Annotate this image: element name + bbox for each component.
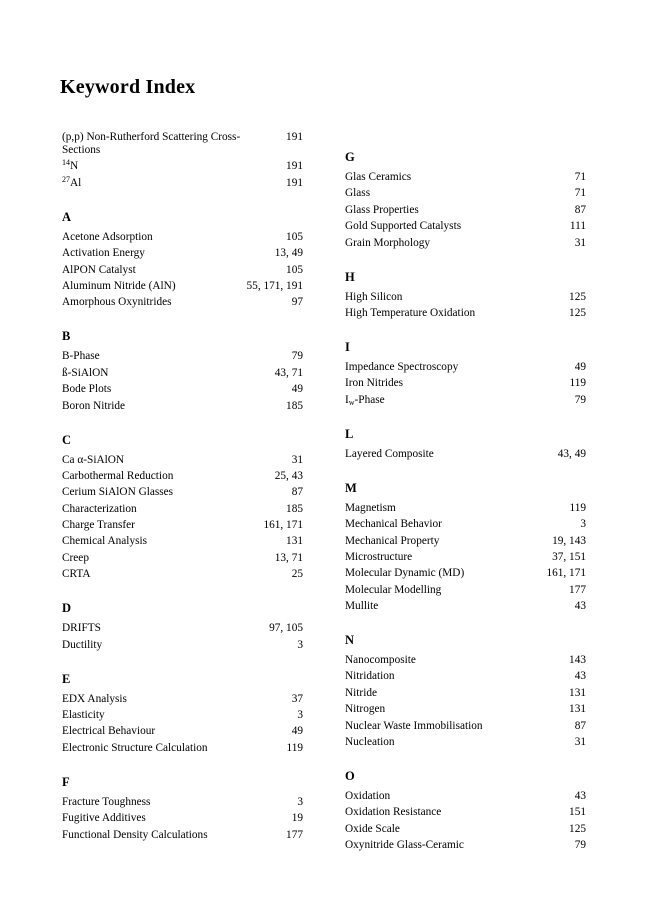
index-entry — [62, 296, 303, 309]
entry-pages: 79 — [574, 839, 586, 852]
entry-term: Functional Density Calculations — [62, 828, 208, 841]
entry-pages: 13, 71 — [274, 551, 303, 564]
entry-pages: 37 — [291, 692, 303, 705]
index-section-m — [345, 481, 586, 613]
entry-pages: 87 — [291, 486, 303, 499]
entry-term: Fugitive Additives — [62, 812, 146, 825]
entry-pages: 79 — [291, 350, 303, 363]
entry-term: Glass — [345, 187, 371, 200]
entry-pages: 131 — [569, 703, 586, 716]
entry-term: Activation Energy — [62, 247, 145, 260]
index-entry — [345, 720, 586, 733]
entry-pages: 191 — [286, 176, 303, 189]
index-entry — [62, 350, 303, 363]
entry-pages: 151 — [569, 806, 586, 819]
index-entry — [345, 670, 586, 683]
index-entry — [62, 231, 303, 244]
entry-pages: 97, 105 — [269, 622, 303, 635]
entry-term: Carbothermal Reduction — [62, 469, 174, 482]
entry-pages: 55, 171, 191 — [246, 279, 303, 292]
entry-pages: 105 — [286, 263, 303, 276]
entry-pages: 185 — [286, 399, 303, 412]
entry-pages: 19 — [291, 812, 303, 825]
section-letter: E — [62, 671, 71, 686]
entry-term: Mullite — [345, 600, 379, 613]
entry-term: Oxide Scale — [345, 822, 400, 835]
index-section-h — [345, 270, 586, 320]
entry-term: CRTA — [62, 568, 91, 581]
entry-pages: 161, 171 — [546, 567, 586, 580]
entry-pages: 3 — [297, 638, 303, 651]
index-section-f — [62, 775, 303, 842]
entry-pages: 161, 171 — [263, 519, 303, 532]
entry-pages: 191 — [286, 160, 303, 173]
entry-pages: 111 — [569, 220, 586, 233]
entry-term: ß-SiAlON — [62, 366, 109, 379]
entry-term: $^{14}$N — [62, 158, 79, 173]
entry-pages: 25 — [291, 568, 303, 581]
index-entry — [62, 812, 303, 825]
section-letter: A — [62, 209, 72, 224]
entry-term: Nanocomposite — [345, 654, 416, 667]
index-entry — [345, 448, 586, 461]
index-entry — [345, 291, 586, 304]
entry-pages: 125 — [569, 306, 586, 319]
entry-pages: 97 — [291, 296, 303, 309]
entry-term: Ca α-SiAlON — [62, 453, 125, 466]
index-entry — [62, 486, 303, 499]
entry-term: Glas Ceramics — [345, 171, 412, 183]
index-entry — [62, 639, 303, 652]
index-entry — [62, 367, 303, 380]
index-entry — [345, 187, 586, 200]
index-entry — [345, 687, 586, 700]
entry-term: Electronic Structure Calculation — [62, 741, 208, 754]
index-entry — [62, 503, 303, 516]
entry-pages: 105 — [286, 230, 303, 243]
section-letter: N — [345, 633, 355, 648]
entry-term: Oxynitride Glass-Ceramic — [345, 839, 464, 852]
index-entry — [62, 535, 303, 548]
index-entry — [62, 693, 303, 706]
entry-pages: 119 — [569, 377, 586, 390]
entry-pages: 49 — [291, 725, 303, 738]
entry-pages: 191 — [286, 131, 303, 143]
entry-term: Nitridation — [345, 670, 395, 683]
section-letter: D — [62, 601, 72, 616]
entry-pages: 43, 71 — [274, 366, 303, 379]
section-letter: I — [345, 339, 350, 354]
index-entry — [62, 160, 303, 173]
index-entry — [345, 361, 586, 374]
entry-term: Electrical Behaviour — [62, 725, 156, 738]
entry-term: Layered Composite — [345, 447, 434, 460]
entry-pages: 185 — [286, 502, 303, 515]
index-section-b — [62, 329, 303, 412]
entry-term: Charge Transfer — [62, 519, 135, 532]
index-section-o — [345, 769, 586, 852]
section-letter: G — [345, 150, 355, 164]
entry-pages: 43, 49 — [557, 447, 586, 460]
entry-pages: 19, 143 — [552, 534, 586, 547]
index-section-c — [62, 433, 303, 582]
index-entry — [62, 742, 303, 755]
entry-pages: 87 — [574, 203, 586, 216]
entry-term: AlPON Catalyst — [62, 263, 136, 276]
entry-pages: 131 — [286, 535, 303, 548]
index-column-left — [62, 131, 303, 845]
entry-term: Chemical Analysis — [62, 535, 148, 548]
entry-term: Elasticity — [62, 709, 105, 722]
entry-term: EDX Analysis — [62, 692, 127, 705]
index-entry — [62, 454, 303, 467]
entry-term: Fracture Toughness — [62, 795, 151, 808]
entry-term: Acetone Adsorption — [62, 230, 153, 243]
index-entry — [345, 736, 586, 749]
entry-term: Creep — [62, 551, 89, 564]
entry-pages: 25, 43 — [274, 469, 303, 482]
entry-term: Glass Properties — [345, 203, 419, 216]
section-letter: O — [345, 769, 355, 784]
index-entry — [62, 552, 303, 565]
entry-term: Magnetism — [345, 501, 396, 514]
index-entry — [62, 174, 303, 190]
entry-pages: 37, 151 — [552, 550, 586, 563]
index-section-n — [345, 633, 586, 749]
entry-term: Mechanical Property — [345, 534, 440, 547]
entry-term: Ductility — [62, 638, 103, 651]
index-section-l — [345, 427, 586, 461]
entry-term: Cerium SiAlON Glasses — [62, 486, 174, 499]
entry-pages: 49 — [574, 360, 586, 373]
entry-pages: 31 — [291, 453, 303, 466]
entry-term: High Temperature Oxidation — [345, 306, 476, 319]
section-letter: H — [345, 269, 355, 284]
index-column-right — [345, 150, 586, 856]
index-section-g — [345, 150, 586, 250]
index-entry — [345, 584, 586, 597]
entry-pages: 31 — [574, 736, 586, 749]
entry-term: Nitrogen — [345, 703, 386, 716]
superscript-text: 27 — [62, 174, 70, 184]
index-entry — [62, 280, 303, 293]
entry-term: Microstructure — [345, 550, 413, 563]
section-letter: L — [345, 426, 354, 441]
entry-term: High Silicon — [345, 290, 403, 303]
entry-term: Nuclear Waste Immobilisation — [345, 719, 483, 732]
index-entry — [345, 237, 586, 250]
entry-pages: 43 — [574, 790, 586, 803]
section-letter: B — [62, 329, 71, 344]
entry-pages: 71 — [574, 171, 586, 183]
index-section-i — [345, 340, 586, 407]
entry-pages: 43 — [574, 670, 586, 683]
entry-pages: 3 — [297, 709, 303, 722]
entry-pages: 131 — [569, 686, 586, 699]
entry-pages: 49 — [291, 383, 303, 396]
entry-term: Grain Morphology — [345, 236, 431, 249]
index-entry — [345, 220, 586, 233]
section-letter: M — [345, 480, 357, 495]
index-entry — [345, 535, 586, 548]
index-entry — [345, 839, 586, 852]
index-entry — [345, 551, 586, 564]
entry-pages: 119 — [569, 501, 586, 514]
index-entry — [62, 470, 303, 483]
entry-pages: 71 — [574, 187, 586, 200]
index-entry — [345, 823, 586, 836]
page-title: Keyword Index — [60, 76, 196, 98]
index-section-d — [62, 601, 303, 651]
index-entry — [345, 790, 586, 803]
index-entry — [62, 131, 303, 157]
index-entry — [62, 519, 303, 532]
entry-term: DRIFTS — [62, 622, 101, 635]
index-entry — [62, 709, 303, 722]
index-entry — [345, 204, 586, 217]
entry-term: Bode Plots — [62, 383, 112, 396]
entry-pages: 119 — [286, 741, 303, 754]
index-section-e — [62, 672, 303, 755]
index-entry — [62, 247, 303, 260]
entry-term: Characterization — [62, 502, 137, 515]
entry-term: Oxidation Resistance — [345, 806, 442, 819]
entry-pages: 177 — [286, 828, 303, 841]
entry-pages: 3 — [580, 518, 586, 531]
entry-pages: 13, 49 — [274, 247, 303, 260]
entry-pages: 43 — [574, 600, 586, 613]
entry-term: Gold Supported Catalysts — [345, 220, 462, 233]
index-entry — [345, 806, 586, 819]
index-entry — [62, 829, 303, 842]
index-entry — [345, 600, 586, 613]
entry-pages: 31 — [574, 236, 586, 249]
entry-pages: 3 — [297, 795, 303, 808]
entry-term: Nucleation — [345, 736, 395, 749]
index-entry — [345, 394, 586, 407]
index-entry — [345, 307, 586, 320]
index-entry — [62, 400, 303, 413]
entry-term: Mechanical Behavior — [345, 518, 442, 531]
index-entry — [62, 796, 303, 809]
entry-term: Nitride — [345, 686, 377, 699]
entry-pages: 143 — [569, 654, 586, 667]
entry-pages: 125 — [569, 822, 586, 835]
entry-term: Impedance Spectroscopy — [345, 360, 459, 373]
entry-term: Molecular Modelling — [345, 583, 442, 596]
entry-term: Oxidation — [345, 790, 391, 803]
index-entry — [345, 518, 586, 531]
index-section-a — [62, 210, 303, 310]
entry-term: Amorphous Oxynitrides — [62, 296, 172, 309]
index-entry — [345, 654, 586, 667]
index-entry — [62, 264, 303, 277]
entry-term: B-Phase — [62, 350, 100, 363]
entry-pages: 177 — [569, 583, 586, 596]
index-section-symbols — [62, 131, 303, 190]
entry-term: Iron Nitrides — [345, 377, 404, 390]
section-letter: C — [62, 432, 72, 447]
section-letter: F — [62, 774, 70, 789]
entry-term: (p,p) Non-Rutherford Scattering Cross-Sections — [62, 131, 241, 156]
index-entry — [345, 502, 586, 515]
entry-pages: 125 — [569, 290, 586, 303]
entry-term: Boron Nitride — [62, 399, 126, 412]
entry-term: $I_w$-Phase — [345, 393, 385, 407]
entry-term: Aluminum Nitride (AlN) — [62, 279, 176, 292]
superscript-text: 14 — [62, 158, 70, 168]
index-entry — [345, 171, 586, 184]
subscript-text: w — [348, 397, 355, 407]
index-entry — [62, 383, 303, 396]
entry-pages: 79 — [574, 393, 586, 406]
entry-pages: 87 — [574, 719, 586, 732]
index-entry — [345, 567, 586, 580]
index-entry — [62, 568, 303, 581]
entry-term: Molecular Dynamic (MD) — [345, 567, 465, 580]
index-entry — [62, 622, 303, 635]
entry-term: $^{27}$Al — [62, 174, 82, 189]
index-entry — [62, 725, 303, 738]
index-entry — [345, 703, 586, 716]
index-entry — [345, 377, 586, 390]
